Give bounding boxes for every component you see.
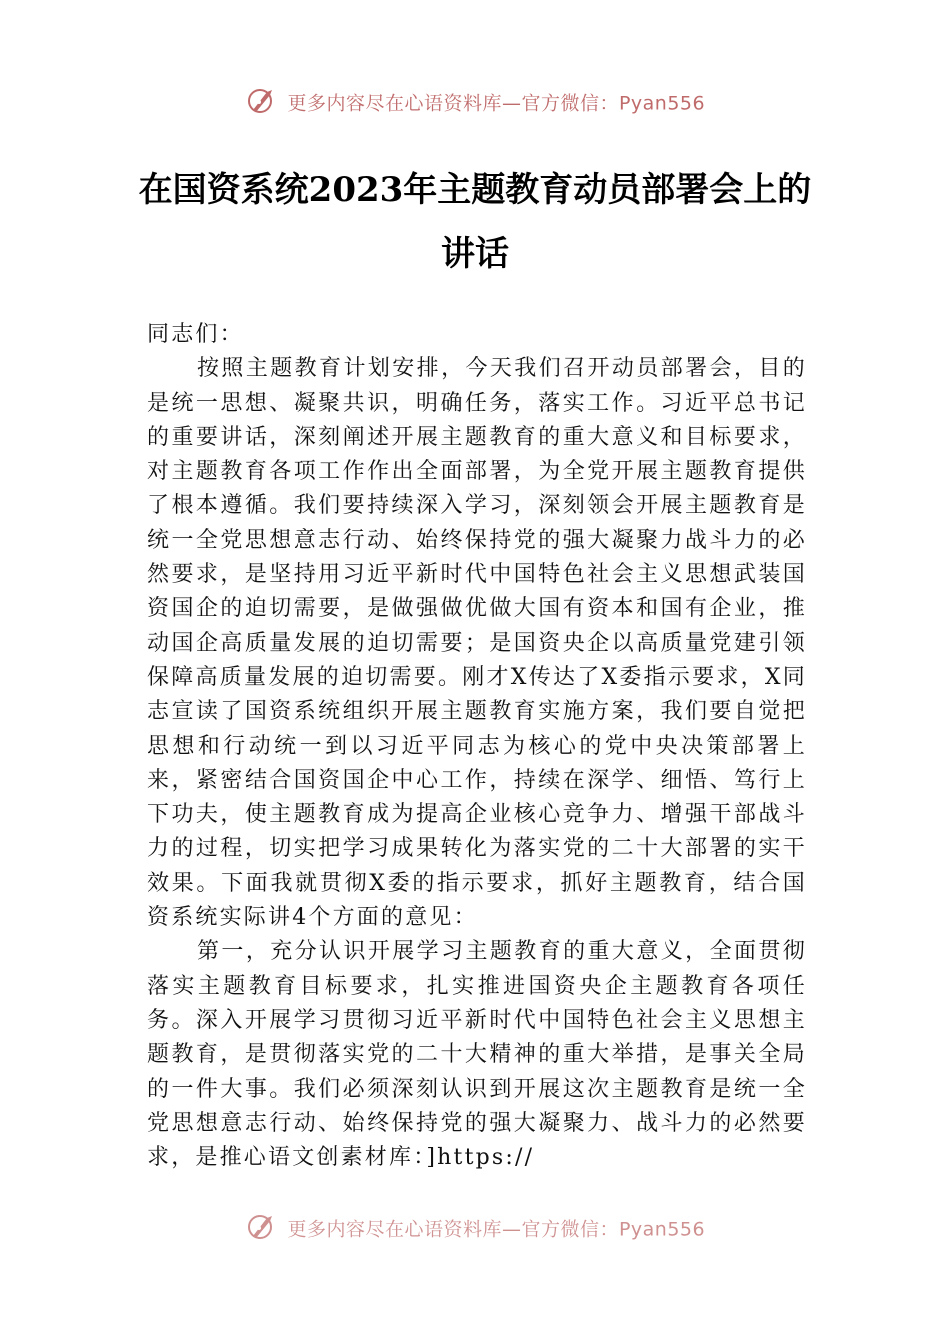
- header-watermark: [0, 86, 950, 118]
- paragraph-first-point: 第一，充分认识开展学习主题教育的重大意义，全面贯彻落实主题教育目标要求，扎实推进国资央企主题教育各项任务。深入开展学习贯彻习近平新时代中国特色社会主义思想主题教育，是贯彻落实党的二十大精神的重大举措，是事关全局的一件大事。我们必须深刻认识到开展这次主题教育是统一全党思想意志行动、始终保持党的强大凝聚力、战斗力的必然要求，是推心语文创素材库：]https://: [147, 939, 807, 1171]
- pen-nib-logo-icon: [245, 1210, 277, 1242]
- document-title: 在国资系统2023年主题教育动员部署会上的讲话: [138, 170, 812, 274]
- header-watermark-text: 更多内容尽在心语资料库—官方微信：Pyan556: [287, 92, 706, 115]
- salutation: 同志们：: [147, 322, 244, 347]
- paragraph-intro: 按照主题教育计划安排，今天我们召开动员部署会，目的是统一思想、凝聚共识，明确任务，落实工作。习近平总书记的重要讲话，深刻阐述开展主题教育的重大意义和目标要求，对主题教育各项工作作出全面部署，为全党开展主题教育提供了根本遵循。我们要持续深入学习，深刻领会开展主题教育是统一全党思想意志行动、始终保持党的强大凝聚力战斗力的必然要求，是坚持用习近平新时代中国特色社会主义思想武装国资国企的迫切需要，是做强做优做大国有资本和国有企业，推动国企高质量发展的迫切需要；是国资央企以高质量党建引领保障高质量发展的迫切需要。刚才X传达了X委指示要求，X同志宣读了国资系统组织开展主题教育实施方案，我们要自觉把思想和行动统一到以习近平同志为核心的党中央决策部署上来，紧密结合国资国企中心工作，持续在深学、细悟、笃行上下功夫，使主题教育成为提高企业核心竞争力、增强干部战斗力的过程，切实把学习成果转化为落实党的二十大部署的实干效果。下面我就贯彻X委的指示要求，抓好主题教育，结合国资系统实际讲4个方面的意见：: [147, 356, 807, 931]
- document-body: [147, 318, 807, 1175]
- footer-watermark-text: 更多内容尽在心语资料库—官方微信：Pyan556: [287, 1218, 706, 1241]
- footer-watermark: [0, 1212, 950, 1244]
- pen-nib-logo-icon: [245, 84, 277, 116]
